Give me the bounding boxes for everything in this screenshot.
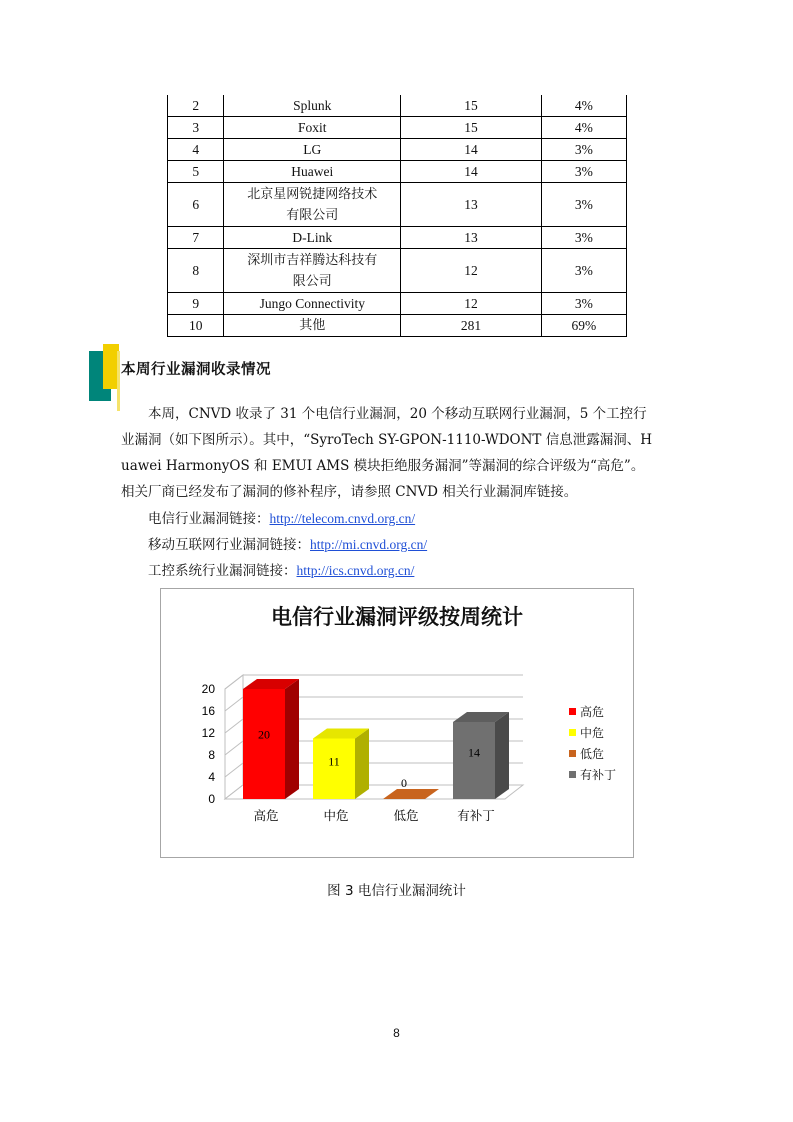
x-tick-label: 高危 bbox=[253, 808, 279, 823]
legend-label: 有补丁 bbox=[580, 768, 617, 782]
data-label: 11 bbox=[328, 754, 340, 769]
table-row bbox=[168, 161, 627, 183]
y-tick-label: 16 bbox=[201, 704, 215, 718]
count-cell: 12 bbox=[401, 249, 542, 293]
rank-cell: 7 bbox=[168, 227, 224, 249]
vendor-line: 北京星网锐捷网络技术 bbox=[247, 186, 378, 202]
y-tick-label: 12 bbox=[201, 726, 215, 740]
telecom-link[interactable]: http://telecom.cnvd.org.cn/ bbox=[269, 511, 416, 526]
percent-cell: 4% bbox=[541, 95, 626, 117]
figure-caption: 图 3 电信行业漏洞统计 bbox=[327, 883, 466, 899]
bar-front bbox=[453, 722, 495, 799]
rank-cell: 3 bbox=[168, 117, 224, 139]
count-cell: 13 bbox=[401, 183, 542, 227]
chart-title: 电信行业漏洞评级按周统计 bbox=[271, 605, 523, 629]
vendor-cell: D-Link bbox=[224, 227, 401, 249]
y-tick-label: 4 bbox=[208, 770, 215, 784]
x-tick-label: 有补丁 bbox=[457, 808, 495, 823]
chart-frame bbox=[160, 588, 634, 858]
paragraph-line: 本周，CNVD 收录了 31 个电信行业漏洞，20 个移动互联网行业漏洞，5 个工控行 bbox=[148, 406, 647, 422]
y-tick-label: 20 bbox=[201, 682, 215, 696]
legend-item bbox=[569, 764, 616, 785]
legend-swatch bbox=[569, 708, 576, 715]
telecom-link-row bbox=[148, 506, 427, 532]
chart-side-wall bbox=[225, 675, 243, 799]
percent-cell: 3% bbox=[541, 249, 626, 293]
ics-link-label: 工控系统行业漏洞链接： bbox=[148, 563, 297, 579]
y-tick-label: 0 bbox=[208, 792, 215, 806]
vendor-cell bbox=[224, 183, 401, 227]
ics-link[interactable]: http://ics.cnvd.org.cn/ bbox=[296, 563, 415, 578]
rank-cell: 4 bbox=[168, 139, 224, 161]
legend-item bbox=[569, 722, 616, 743]
table-row bbox=[168, 227, 627, 249]
count-cell: 15 bbox=[401, 117, 542, 139]
legend-label: 低危 bbox=[580, 747, 605, 761]
legend-label: 中危 bbox=[580, 726, 605, 740]
page-number: 8 bbox=[393, 1026, 400, 1040]
section-title: 本周行业漏洞收录情况 bbox=[121, 362, 271, 378]
bar-chart bbox=[161, 589, 633, 857]
vendor-cell: Huawei bbox=[224, 161, 401, 183]
vendor-cell: Foxit bbox=[224, 117, 401, 139]
y-tick-label: 8 bbox=[208, 748, 215, 762]
rank-cell: 9 bbox=[168, 293, 224, 315]
data-label: 14 bbox=[468, 745, 480, 760]
table-row bbox=[168, 249, 627, 293]
rank-cell: 8 bbox=[168, 249, 224, 293]
count-cell: 15 bbox=[401, 95, 542, 117]
bar-front bbox=[243, 689, 285, 799]
legend-item bbox=[569, 701, 616, 722]
data-label: 20 bbox=[258, 727, 270, 742]
count-cell: 12 bbox=[401, 293, 542, 315]
rank-cell: 6 bbox=[168, 183, 224, 227]
legend-swatch bbox=[569, 729, 576, 736]
table-row bbox=[168, 139, 627, 161]
percent-cell: 4% bbox=[541, 117, 626, 139]
paragraph-line: uawei HarmonyOS 和 EMUI AMS 模块拒绝服务漏洞”等漏洞的综合评级为“高危”。 bbox=[121, 458, 645, 474]
count-cell: 14 bbox=[401, 161, 542, 183]
table-row bbox=[168, 183, 627, 227]
mobile-link-row bbox=[148, 532, 427, 558]
vendor-cell: LG bbox=[224, 139, 401, 161]
vendor-cell bbox=[224, 249, 401, 293]
rank-cell: 10 bbox=[168, 315, 224, 337]
paragraph-line: 业漏洞（如下图所示）。其中，“SyroTech SY-GPON-1110-WDONT 信息泄露漏洞、H bbox=[121, 432, 652, 448]
bar-side bbox=[355, 729, 369, 800]
vendor-line: 有限公司 bbox=[286, 207, 339, 223]
bar-front bbox=[313, 739, 355, 800]
table-row bbox=[168, 293, 627, 315]
section-paragraph bbox=[121, 401, 677, 505]
legend-item bbox=[569, 743, 616, 764]
percent-cell: 69% bbox=[541, 315, 626, 337]
rank-cell: 2 bbox=[168, 95, 224, 117]
bar-side bbox=[495, 712, 509, 799]
percent-cell: 3% bbox=[541, 139, 626, 161]
x-tick-label: 中危 bbox=[323, 808, 349, 823]
legend-swatch bbox=[569, 750, 576, 757]
industry-links bbox=[148, 506, 427, 584]
vendor-cell: Splunk bbox=[224, 95, 401, 117]
paragraph-line: 相关厂商已经发布了漏洞的修补程序，请参照 CNVD 相关行业漏洞库链接。 bbox=[121, 484, 578, 500]
vendor-line: 深圳市吉祥腾达科技有 bbox=[247, 252, 378, 268]
ics-link-row bbox=[148, 558, 427, 584]
x-tick-label: 低危 bbox=[393, 808, 419, 823]
telecom-link-label: 电信行业漏洞链接： bbox=[148, 511, 270, 527]
table-row bbox=[168, 95, 627, 117]
vendor-line: 限公司 bbox=[292, 273, 332, 289]
table-row bbox=[168, 117, 627, 139]
count-cell: 14 bbox=[401, 139, 542, 161]
vendor-cell: 其他 bbox=[224, 315, 401, 337]
vendor-cell: Jungo Connectivity bbox=[224, 293, 401, 315]
percent-cell: 3% bbox=[541, 293, 626, 315]
table-body bbox=[168, 95, 627, 337]
bar-side bbox=[285, 679, 299, 799]
percent-cell: 3% bbox=[541, 161, 626, 183]
mobile-link[interactable]: http://mi.cnvd.org.cn/ bbox=[310, 537, 428, 552]
legend-label: 高危 bbox=[580, 705, 605, 719]
mobile-link-label: 移动互联网行业漏洞链接： bbox=[148, 537, 310, 553]
percent-cell: 3% bbox=[541, 227, 626, 249]
legend-swatch bbox=[569, 771, 576, 778]
count-cell: 281 bbox=[401, 315, 542, 337]
percent-cell: 3% bbox=[541, 183, 626, 227]
table-row bbox=[168, 315, 627, 337]
data-label: 0 bbox=[401, 776, 407, 790]
chart-legend bbox=[569, 701, 616, 785]
count-cell: 13 bbox=[401, 227, 542, 249]
section-decoration-line bbox=[117, 351, 120, 411]
rank-cell: 5 bbox=[168, 161, 224, 183]
vendor-vulnerability-table bbox=[167, 95, 627, 337]
